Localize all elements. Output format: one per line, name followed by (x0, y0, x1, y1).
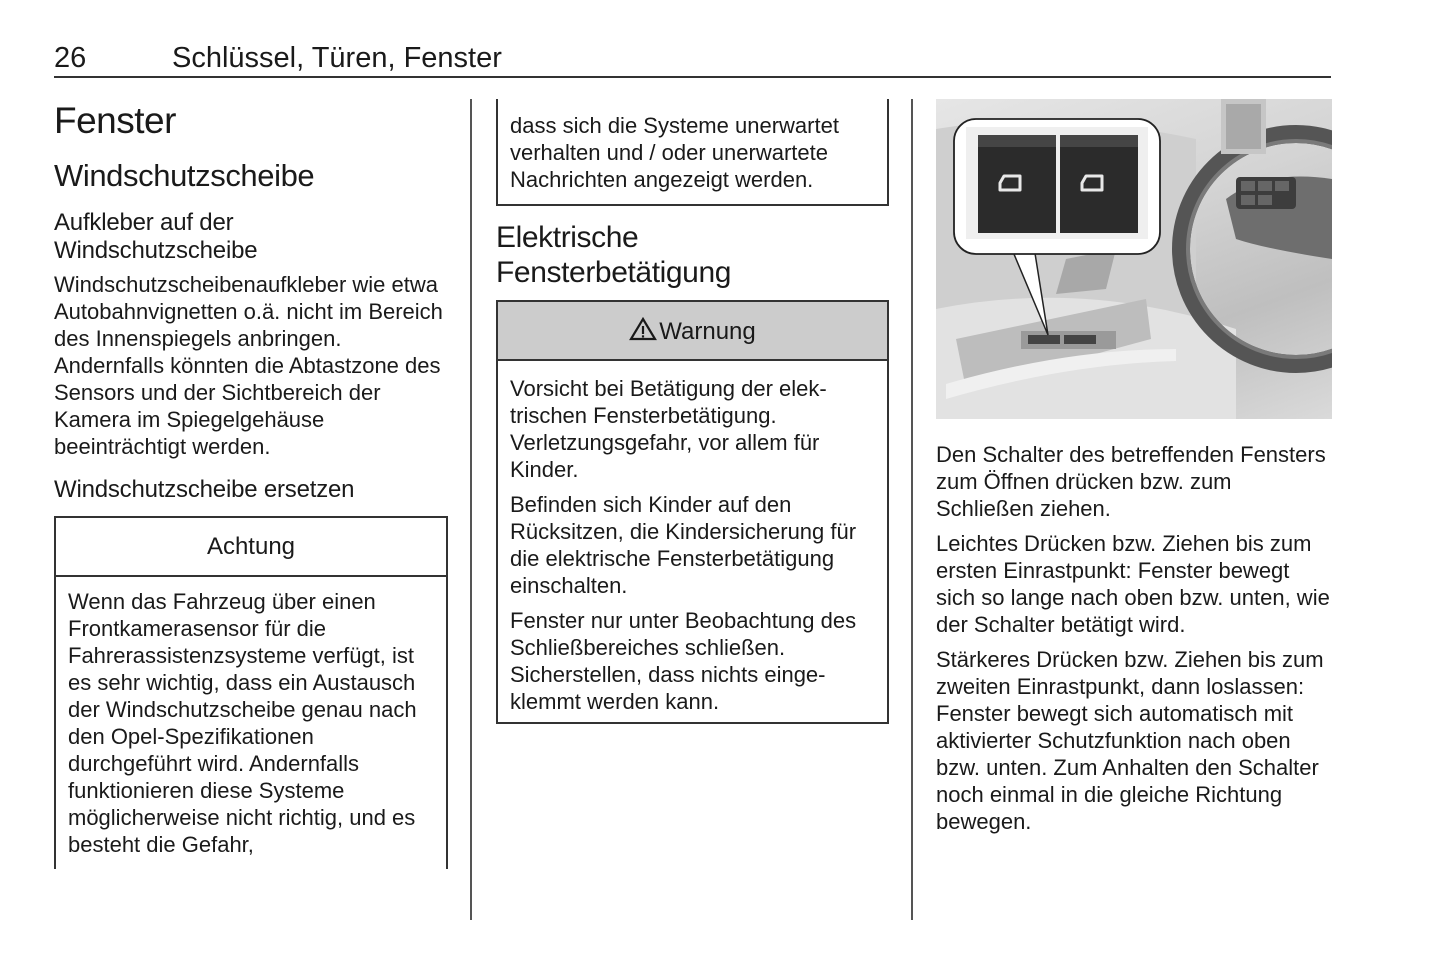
column-divider (911, 99, 913, 920)
warning-heading: Warnung (659, 318, 756, 345)
heading-line: Fensterbetätigung (496, 256, 732, 289)
caution-heading: Achtung (56, 518, 446, 577)
page-title: Fenster (54, 100, 176, 141)
caution-box-continued (496, 99, 889, 206)
right-column (936, 99, 1332, 835)
window-switch-illustration (936, 99, 1332, 419)
caution-text-continued: dass sich die Systeme unerwartet verhalten und / oder unerwartete Nachrichten angezeigt werden. (510, 113, 839, 192)
warning-header (498, 302, 887, 361)
warning-paragraph: Fenster nur unter Beobachtung des Schließbereiches schließen. Sicherstellen, dass nichts eingeklemmt werden kann. (510, 608, 857, 714)
page-header (54, 40, 1331, 78)
subsection-heading-aufkleber (54, 209, 448, 265)
page-number: 26 (54, 42, 87, 74)
left-column (54, 99, 448, 869)
paragraph-aufkleber: Windschutzscheibenaufkleber wie etwa Autobahnvignetten o.ä. nicht im Bereich des Innenspiegels anbringen. Andernfalls könnten die Abtastzone des Sensors und der Sichtbereich der Kamera im Spiegelgehäuse beeinträchtigt werden. (54, 272, 443, 459)
subsection-heading-ersetzen: Windschutzscheibe ersetzen (54, 476, 355, 503)
paragraph-strong-press: Stärkeres Drücken bzw. Ziehen bis zum zweiten Einrastpunkt, dann loslassen: Fenster bewegt sich automatisch mit aktivierter Schutzfunktion nach oben bzw. unten. Zum Anhalten den Schalter noch einmal in die gleiche Richtung bewegen. (936, 647, 1324, 834)
paragraph-switch-usage: Den Schalter des betreffenden Fensters zum Öffnen drücken bzw. zum Schließen ziehen. (936, 442, 1326, 521)
warning-triangle-icon (629, 304, 657, 364)
heading-line: Windschutzscheibe (54, 237, 258, 264)
middle-column (496, 99, 889, 724)
warning-box (496, 300, 889, 724)
heading-line: Aufkleber auf der (54, 209, 234, 236)
paragraph-light-press: Leichtes Drücken bzw. Ziehen bis zum ersten Einrastpunkt: Fenster bewegt sich so lange nach oben bzw. unten, wie der Schalter betätigt wird. (936, 531, 1330, 637)
section-heading-fensterbetaetigung (496, 220, 889, 290)
section-heading-windschutzscheibe: Windschutzscheibe (54, 158, 315, 193)
heading-line: Elektrische (496, 221, 639, 254)
caution-box (54, 516, 448, 869)
caution-text: Wenn das Fahrzeug über einen Frontkamerasensor für die Fahrerassistenzsysteme verfügt, ist es sehr wichtig, dass ein Austausch der Windschutzscheibe genau nach den Opel-Spezifikationen durchgeführt wird. Andernfalls funktionieren diese Systeme möglicherweise nicht richtig, und es besteht die Gefahr, (68, 589, 417, 857)
warning-paragraph: Vorsicht bei Betätigung der elektrischen Fensterbetätigung. Verletzungsgefahr, vor allem für Kinder. (510, 376, 827, 482)
warning-paragraph: Befinden sich Kinder auf den Rücksitzen, die Kindersicherung für die elektrische Fensterbetätigung einschalten. (510, 492, 857, 598)
chapter-title: Schlüssel, Türen, Fenster (172, 42, 502, 74)
column-divider (470, 99, 472, 920)
